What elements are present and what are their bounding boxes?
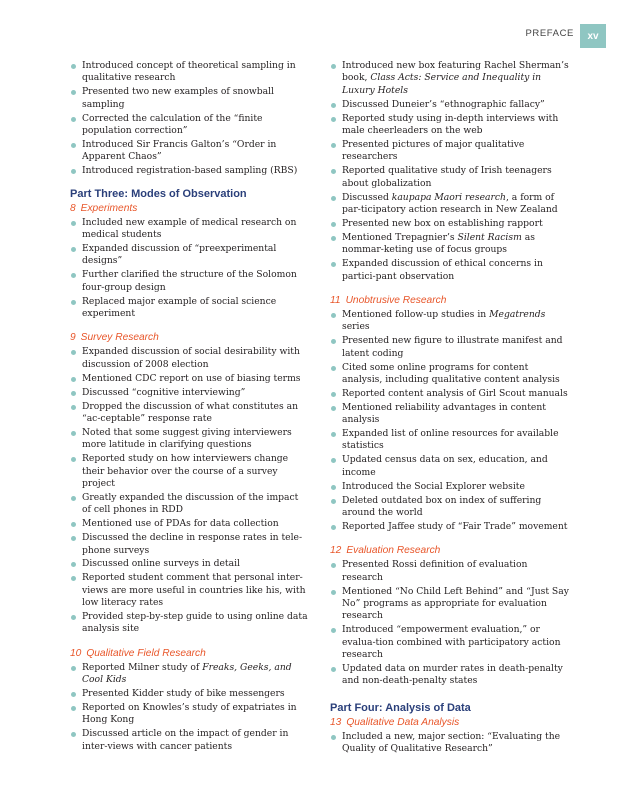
list-item: Mentioned reliability advantages in content analysis (330, 402, 570, 427)
left-column (70, 60, 310, 756)
list-item: Reported study using in-depth interviews with male cheerleaders on the web (330, 113, 570, 138)
list-item: Greatly expanded the discussion of the impact of cell phones in RDD (70, 492, 310, 517)
list-item: Introduced the Social Explorer website (330, 481, 570, 493)
chapter-8-list (70, 217, 310, 321)
list-item: Presented Kidder study of bike messengers (70, 688, 310, 700)
chapter-name: Survey Research (80, 332, 159, 344)
list-item: Updated data on murder rates in death-penalty and non-death-penalty states (330, 663, 570, 688)
list-item: Expanded discussion of social desirability with discussion of 2008 election (70, 346, 310, 371)
list-item: Presented two new examples of snowball sampling (70, 86, 310, 111)
list-item: Presented new box on establishing rapport (330, 218, 570, 230)
list-item: Mentioned “No Child Left Behind” and “Just Say No” programs as appropriate for evaluation research (330, 586, 570, 623)
chapter-10-title (70, 648, 310, 659)
book-title: Silent Racism (457, 231, 522, 243)
chapter-9-title (70, 332, 310, 343)
list-item (330, 60, 570, 97)
chapter-number: 13 (330, 716, 342, 728)
list-item: Reported qualitative study of Irish teenagers about globalization (330, 165, 570, 190)
list-item: Reported content analysis of Girl Scout manuals (330, 388, 570, 400)
list-item: Reported student comment that personal inter-views are more useful in countries like his, with low literacy rates (70, 572, 310, 609)
list-item: Introduced concept of theoretical sampling in qualitative research (70, 60, 310, 85)
chapter-13-title (330, 717, 570, 728)
running-header: PREFACE (525, 28, 574, 39)
book-title: Megatrends (489, 308, 546, 320)
list-item: Noted that some suggest giving interviewers more latitude in clarifying questions (70, 427, 310, 452)
list-item: Replaced major example of social science experiment (70, 296, 310, 321)
list-item: Reported study on how interviewers change their behavior over the course of a survey project (70, 453, 310, 490)
chapter-11-title (330, 295, 570, 306)
list-item: Presented pictures of major qualitative researchers (330, 139, 570, 164)
list-item: Reported Jaffee study of “Fair Trade” movement (330, 521, 570, 533)
term-italic: kaupapa Maori research (391, 191, 506, 203)
list-item: Cited some online programs for content analysis, including qualitative content analysis (330, 362, 570, 387)
list-item: Discussed online surveys in detail (70, 558, 310, 570)
list-item: Introduced Sir Francis Galton’s “Order in Apparent Chaos” (70, 139, 310, 164)
list-item: Mentioned CDC report on use of biasing terms (70, 373, 310, 385)
chapter-name: Qualitative Field Research (86, 647, 206, 659)
chapter-13-list (330, 731, 570, 756)
chapter-number: 9 (70, 332, 76, 344)
item-text: Discussed (342, 191, 392, 203)
list-item: Dropped the discussion of what constitutes an “ac-ceptable” response rate (70, 401, 310, 426)
list-item: Expanded discussion of “preexperimental designs” (70, 243, 310, 268)
list-item: Mentioned use of PDAs for data collection (70, 518, 310, 530)
chapter-name: Experiments (80, 202, 138, 214)
chapter-12-title (330, 545, 570, 556)
list-item: Provided step-by-step guide to using online data analysis site (70, 611, 310, 636)
list-item: Expanded list of online resources for available statistics (330, 428, 570, 453)
list-item: Introduced “empowerment evaluation,” or evalua-tion combined with participatory action research (330, 624, 570, 661)
item-text: series (342, 321, 370, 333)
chapter-number: 10 (70, 647, 82, 659)
list-item (70, 662, 310, 687)
item-text: Mentioned follow-up studies in (342, 308, 490, 320)
list-item: Discussed article on the impact of gender in inter-views with cancer patients (70, 728, 310, 753)
intro-list (70, 60, 310, 178)
list-item: Introduced registration-based sampling (RBS) (70, 165, 310, 177)
list-item (330, 232, 570, 257)
item-text: as nommar-keting use of focus groups (342, 231, 535, 256)
chapter-name: Unobtrusive Research (345, 294, 447, 306)
chapter-12-list (330, 559, 570, 688)
list-item (330, 309, 570, 334)
chapter-9-list (70, 346, 310, 635)
ch10-continued-list (330, 60, 570, 283)
list-item: Corrected the calculation of the “finite population correction” (70, 113, 310, 138)
list-item (330, 192, 570, 217)
list-item: Further clarified the structure of the Solomon four-group design (70, 269, 310, 294)
item-text: Introduced new box featuring Rachel Sherman’s book, (342, 60, 569, 84)
list-item: Presented new figure to illustrate manifest and latent coding (330, 335, 570, 360)
list-item: Expanded discussion of ethical concerns in partici-pant observation (330, 258, 570, 283)
list-item: Discussed “cognitive interviewing” (70, 387, 310, 399)
part-four-title: Part Four: Analysis of Data (330, 701, 471, 714)
item-text: Reported Milner study of (82, 661, 203, 673)
list-item: Reported on Knowles’s study of expatriates in Hong Kong (70, 702, 310, 727)
book-title: Freaks, Geeks, and Cool Kids (82, 661, 292, 686)
item-text: , a form of par-ticipatory action research in New Zealand (342, 191, 558, 215)
chapter-name: Evaluation Research (346, 545, 441, 557)
chapter-11-list (330, 309, 570, 533)
list-item: Included new example of medical research on medical students (70, 217, 310, 242)
chapter-number: 12 (330, 545, 342, 557)
list-item: Included a new, major section: “Evaluating the Quality of Qualitative Research” (330, 731, 570, 756)
list-item: Discussed the decline in response rates in tele-phone surveys (70, 532, 310, 557)
list-item: Discussed Duneier’s “ethnographic fallacy” (330, 99, 570, 111)
right-column (330, 60, 570, 759)
chapter-number: 8 (70, 202, 76, 214)
chapter-name: Qualitative Data Analysis (346, 716, 460, 728)
list-item: Deleted outdated box on index of suffering around the world (330, 495, 570, 520)
list-item: Updated census data on sex, education, and income (330, 454, 570, 479)
part-three-title: Part Three: Modes of Observation (70, 187, 247, 200)
chapter-number: 11 (330, 294, 341, 306)
book-title: Class Acts: Service and Inequality in Luxury Hotels (342, 72, 542, 96)
chapter-10-list (70, 662, 310, 753)
item-text: Mentioned Trepagnier’s (342, 231, 458, 243)
list-item: Presented Rossi definition of evaluation research (330, 559, 570, 584)
page-number: xv (580, 24, 606, 48)
chapter-8-title (70, 203, 310, 214)
